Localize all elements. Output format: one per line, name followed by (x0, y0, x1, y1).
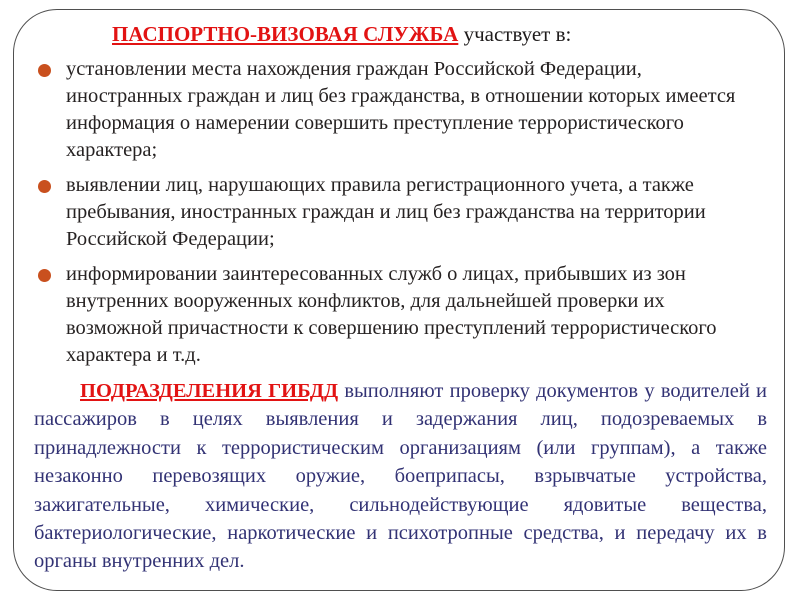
bullet-icon (38, 64, 51, 77)
list-item-text: установлении места нахождения граждан Российской Федерации, иностранных граждан и лиц без гражданства, в отношении которых имеется информация о намерении совершить преступление террористического характера; (66, 58, 736, 161)
list-item (34, 261, 767, 369)
slide-title (34, 21, 767, 48)
gibdd-paragraph (34, 377, 767, 576)
list-item-text: выявлении лиц, нарушающих правила регистрационного учета, а также пребывания, иностранных граждан и лиц без гражданства на территории Российской Федерации; (66, 174, 706, 250)
title-suffix: участвует в: (458, 22, 572, 46)
bullet-icon (38, 269, 51, 282)
slide-content (34, 21, 767, 576)
bullet-icon (38, 180, 51, 193)
list-item (34, 56, 767, 164)
list-item (34, 172, 767, 253)
paragraph-text: выполняют проверку документов у водителей и пассажиров в целях выявления и задержания лиц, подозреваемых в принадлежности к террористическим организациям (или группам), а также незаконно перевозящих оружие, боеприпасы, взрывчатые устройства, зажигательные, химические, сильнодействующие ядовитые вещества, бактериологические, наркотические и психотропные средства, и передачу их в органы внутренних дел. (34, 380, 767, 573)
list-item-text: информировании заинтересованных служб о лицах, прибывших из зон внутренних вооруженных конфликтов, для дальнейшей проверки их возможной причастности к совершению преступлений террористического характера и т.д. (66, 263, 717, 366)
paragraph-emphasis: ПОДРАЗДЕЛЕНИЯ ГИБДД (80, 380, 339, 402)
bullet-list (34, 56, 767, 369)
title-emphasis: ПАСПОРТНО-ВИЗОВАЯ СЛУЖБА (112, 22, 459, 46)
